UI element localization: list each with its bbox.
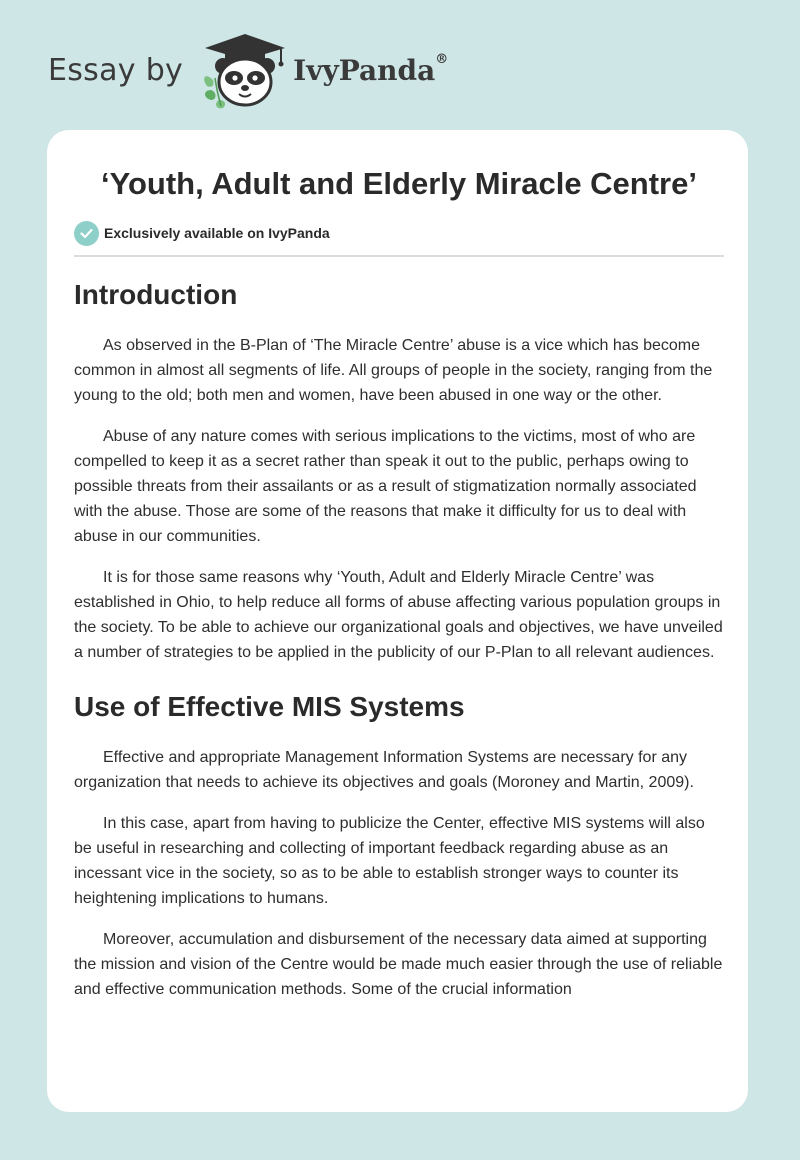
section-introduction: [74, 277, 724, 665]
essay-content: [74, 164, 724, 1002]
paragraph: As observed in the B-Plan of ‘The Miracle Centre’ abuse is a vice which has become common in almost all segments of life. All groups of people in the society, ranging from the young to the old; both men and women, have been abused in one way or the other.: [74, 337, 713, 404]
exclusive-badge: [74, 220, 724, 246]
title-divider: [74, 255, 724, 257]
check-circle-icon: [74, 221, 99, 246]
brand-prefix: Essay by: [48, 52, 184, 88]
essay-card: [47, 130, 748, 1112]
registered-mark: ®: [435, 51, 449, 67]
section-mis-systems: [74, 689, 724, 1002]
paragraph: Effective and appropriate Management Information Systems are necessary for any organization that needs to achieve its objectives and goals (Moroney and Martin, 2009).: [74, 749, 694, 791]
brand-name-text: IvyPanda: [293, 53, 436, 87]
brand-name: [293, 51, 449, 87]
badge-text: Exclusively available on IvyPanda: [104, 225, 330, 241]
paragraph: Moreover, accumulation and disbursement of the necessary data aimed at supporting the mission and vision of the Centre would be made much easier through the use of reliable and effective communication methods. Some of the crucial information: [74, 931, 723, 998]
section-heading: Introduction: [74, 279, 238, 310]
paragraph: It is for those same reasons why ‘Youth, Adult and Elderly Miracle Centre’ was established in Ohio, to help reduce all forms of abuse affecting various population groups in the society. To be able to achieve our organizational goals and objectives, we have unveiled a number of strategies to be applied in the publicity of our P-Plan to all relevant audiences.: [74, 569, 723, 661]
essay-title: ‘Youth, Adult and Elderly Miracle Centre’: [101, 166, 697, 201]
paragraph: In this case, apart from having to publicize the Center, effective MIS systems will also be useful in researching and collecting of important feedback regarding abuse as an incessant vice in the society, so as to be able to establish stronger ways to counter its heightening implications to humans.: [74, 815, 705, 907]
brand-header: [48, 30, 448, 110]
panda-graduate-icon: [197, 30, 289, 110]
section-heading: Use of Effective MIS Systems: [74, 691, 465, 722]
paragraph: Abuse of any nature comes with serious implications to the victims, most of who are compelled to keep it as a secret rather than speak it out to the public, perhaps owing to possible threats from their assailants or as a result of stigmatization normally associated with the abuse. Those are some of the reasons that make it difficulty for us to deal with abuse in our communities.: [74, 428, 697, 545]
